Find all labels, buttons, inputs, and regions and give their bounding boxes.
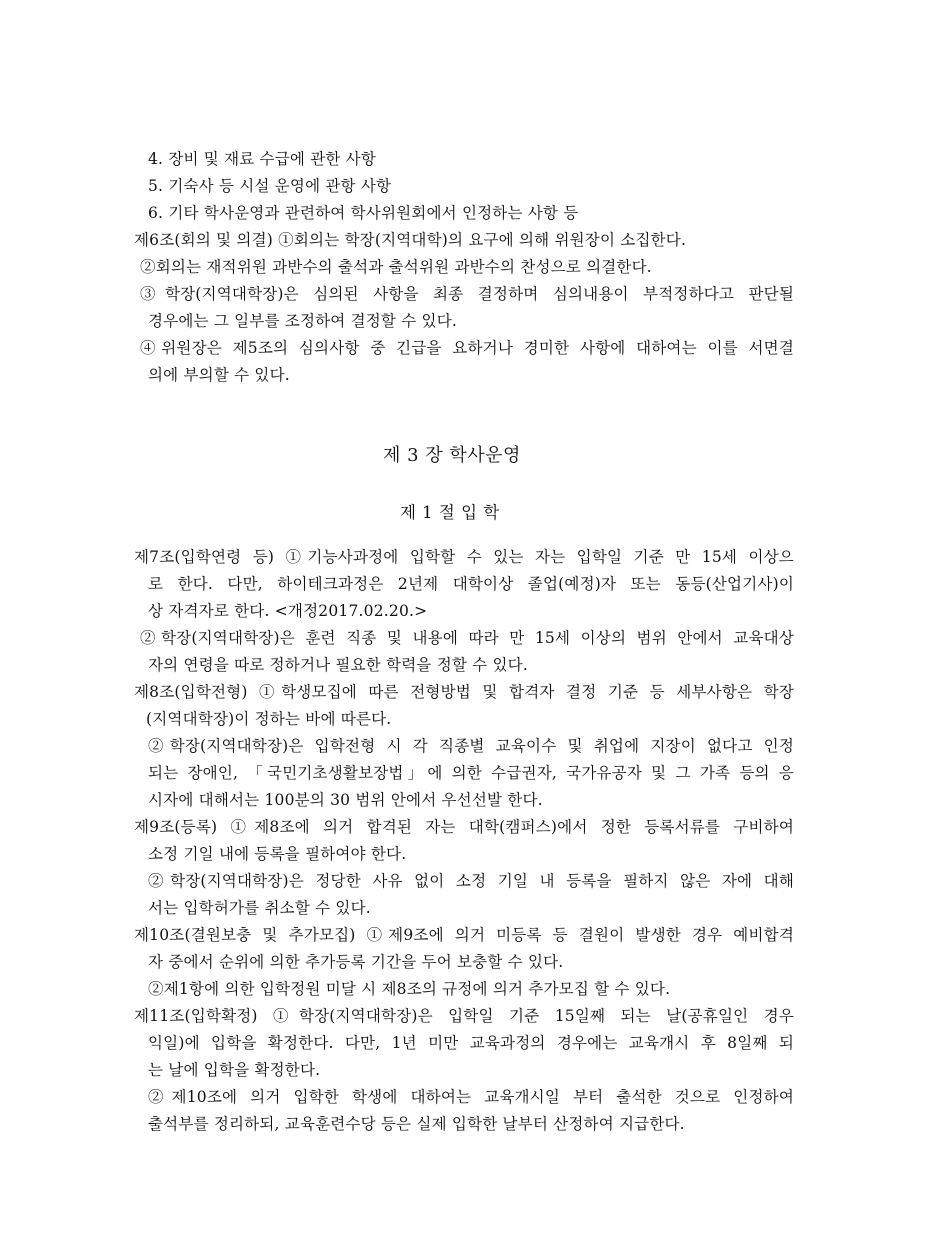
article-7-line-2: 로 한다. 다만, 하이테크과정은 2년제 대학이상 졸업(예정)자 또는 동등(산업기사)이 xyxy=(148,575,794,593)
article-9-line-1: 제9조(등록) ①제8조에 의거 합격된 자는 대학(캠퍼스)에서 정한 등록서류를 구비하여 xyxy=(134,818,794,836)
list-item-6: 6. 기타 학사운영과 관련하여 학사위원회에서 인정하는 사항 등 xyxy=(148,204,579,222)
article-8-line-2: (지역대학장)이 정하는 바에 따른다. xyxy=(146,710,392,728)
article-9-clause-2-line-1: ②학장(지역대학장)은 정당한 사유 없이 소정 기일 내 등록을 필하지 않은 자에 대해 xyxy=(148,872,794,890)
article-6-clause-4-line-1: ④위원장은 제5조의 심의사항 중 긴급을 요하거나 경미한 사항에 대하여는 이를 서면결 xyxy=(140,339,794,357)
list-item-4: 4. 장비 및 재료 수급에 관한 사항 xyxy=(148,150,377,168)
section-title: 제 1 절 입 학 xyxy=(400,503,500,522)
article-11-line-1: 제11조(입학확정) ①학장(지역대학장)은 입학일 기준 15일째 되는 날(공휴일인 경우 xyxy=(134,1007,794,1025)
article-9-clause-2-line-2: 서는 입학허가를 취소할 수 있다. xyxy=(148,899,371,917)
article-7-line-3: 상 자격자로 한다. <개정2017.02.20.> xyxy=(148,602,428,620)
article-10-line-1: 제10조(결원보충 및 추가모집) ①제9조에 의거 미등록 등 결원이 발생한 경우 예비합격 xyxy=(134,926,794,944)
article-8-clause-2-line-1: ②학장(지역대학장)은 입학전형 시 각 직종별 교육이수 및 취업에 지장이 없다고 인정 xyxy=(148,737,794,755)
article-6-clause-3-line-2: 경우에는 그 일부를 조정하여 결정할 수 있다. xyxy=(148,312,458,330)
article-10-line-2: 자 중에서 순위에 의한 추가등록 기간을 두어 보충할 수 있다. xyxy=(148,953,564,971)
list-item-5: 5. 기숙사 등 시설 운영에 관항 사항 xyxy=(148,177,392,195)
chapter-title: 제 3 장 학사운영 xyxy=(383,445,521,466)
article-8-clause-2-line-3: 시자에 대해서는 100분의 30 범위 안에서 우선선발 한다. xyxy=(148,791,543,809)
article-6-heading: 제6조(회의 및 의결) ①회의는 학장(지역대학)의 요구에 의해 위원장이 소집한다. xyxy=(134,231,687,249)
article-8-line-1: 제8조(입학전형) ①학생모집에 따른 전형방법 및 합격자 결정 기준 등 세부사항은 학장 xyxy=(134,683,794,701)
article-9-line-2: 소정 기일 내에 등록을 필하여야 한다. xyxy=(148,845,407,863)
article-11-line-3: 는 날에 입학을 확정한다. xyxy=(148,1061,321,1079)
article-7-clause-2-line-2: 자의 연령을 따로 정하거나 필요한 학력을 정할 수 있다. xyxy=(148,656,528,674)
article-7-line-1: 제7조(입학연령 등) ①기능사과정에 입학할 수 있는 자는 입학일 기준 만 15세 이상으 xyxy=(134,548,794,566)
article-8-clause-2-line-2: 되는 장애인, 「국민기초생활보장법」에 의한 수급권자, 국가유공자 및 그 가족 등의 응 xyxy=(148,764,794,782)
article-10-clause-2: ②제1항에 의한 입학정원 미달 시 제8조의 규정에 의거 추가모집 할 수 있다. xyxy=(148,980,671,998)
article-11-clause-2-line-1: ②제10조에 의거 입학한 학생에 대하여는 교육개시일 부터 출석한 것으로 인정하여 xyxy=(148,1088,794,1106)
article-6-clause-2: ②회의는 재적위원 과반수의 출석과 출석위원 과반수의 찬성으로 의결한다. xyxy=(140,258,652,276)
article-6-clause-3-line-1: ③학장(지역대학장)은 심의된 사항을 최종 결정하며 심의내용이 부적정하다고 판단될 xyxy=(140,285,794,303)
article-11-line-2: 익일)에 입학을 확정한다. 다만, 1년 미만 교육과정의 경우에는 교육개시 후 8일째 되 xyxy=(148,1034,794,1052)
article-11-clause-2-line-2: 출석부를 정리하되, 교육훈련수당 등은 실제 입학한 날부터 산정하여 지급한다. xyxy=(148,1115,685,1133)
article-6-clause-4-line-2: 의에 부의할 수 있다. xyxy=(148,366,290,384)
article-7-clause-2-line-1: ②학장(지역대학장)은 훈련 직종 및 내용에 따라 만 15세 이상의 범위 안에서 교육대상 xyxy=(140,629,794,647)
